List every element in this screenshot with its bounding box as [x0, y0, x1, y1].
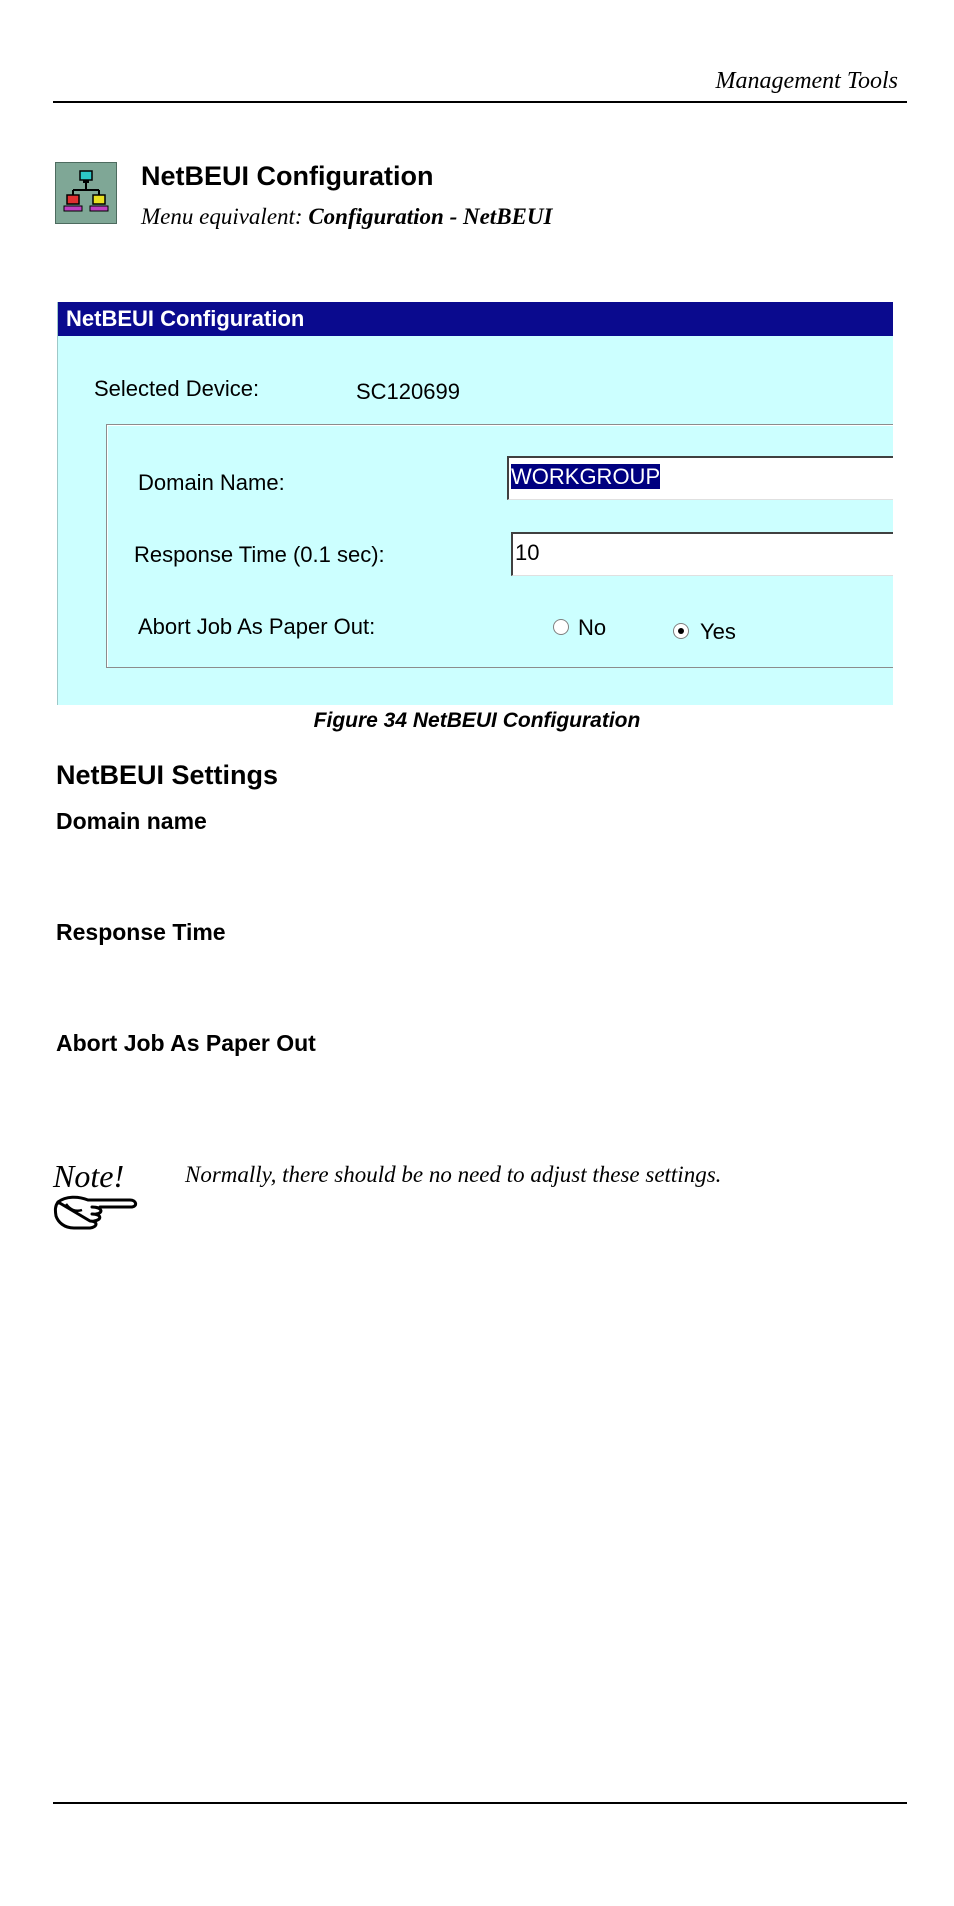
dialog-title: NetBEUI Configuration [58, 302, 893, 336]
domain-name-label: Domain Name: [138, 470, 285, 495]
header-rule [53, 101, 907, 103]
setting-domain-name: Domain name [56, 808, 207, 834]
settings-heading: NetBEUI Settings [56, 760, 279, 790]
note-label: Note! [53, 1158, 125, 1194]
response-time-label: Response Time (0.1 sec): [134, 542, 385, 567]
pointing-hand-icon [52, 1188, 142, 1239]
abort-no-radio[interactable] [553, 619, 569, 635]
note-text: Normally, there should be no need to adjust these settings. [185, 1162, 722, 1187]
menu-equivalent [141, 204, 552, 230]
abort-yes-radio[interactable] [673, 623, 689, 639]
running-header: Management Tools [715, 68, 898, 94]
response-time-input[interactable] [511, 532, 893, 576]
abort-job-label: Abort Job As Paper Out: [138, 614, 376, 639]
selected-device-label: Selected Device: [94, 376, 260, 401]
domain-name-value: WORKGROUP [511, 464, 661, 489]
section-title: NetBEUI Configuration [141, 161, 434, 191]
menu-equivalent-label: Menu equivalent: [141, 204, 303, 229]
menu-equivalent-path: Configuration - NetBEUI [308, 204, 553, 229]
netbeui-config-dialog [57, 302, 893, 705]
figure-caption: Figure 34 NetBEUI Configuration [313, 709, 641, 732]
response-time-value: 10 [515, 540, 540, 565]
setting-response-time: Response Time [56, 919, 226, 945]
footer-rule [53, 1802, 907, 1804]
selected-device-value: SC120699 [356, 379, 460, 404]
netbeui-network-icon [55, 162, 117, 224]
abort-no-label[interactable]: No [578, 615, 607, 640]
setting-abort-job: Abort Job As Paper Out [56, 1030, 316, 1056]
domain-name-input[interactable] [507, 456, 893, 500]
abort-yes-label[interactable]: Yes [700, 619, 736, 644]
